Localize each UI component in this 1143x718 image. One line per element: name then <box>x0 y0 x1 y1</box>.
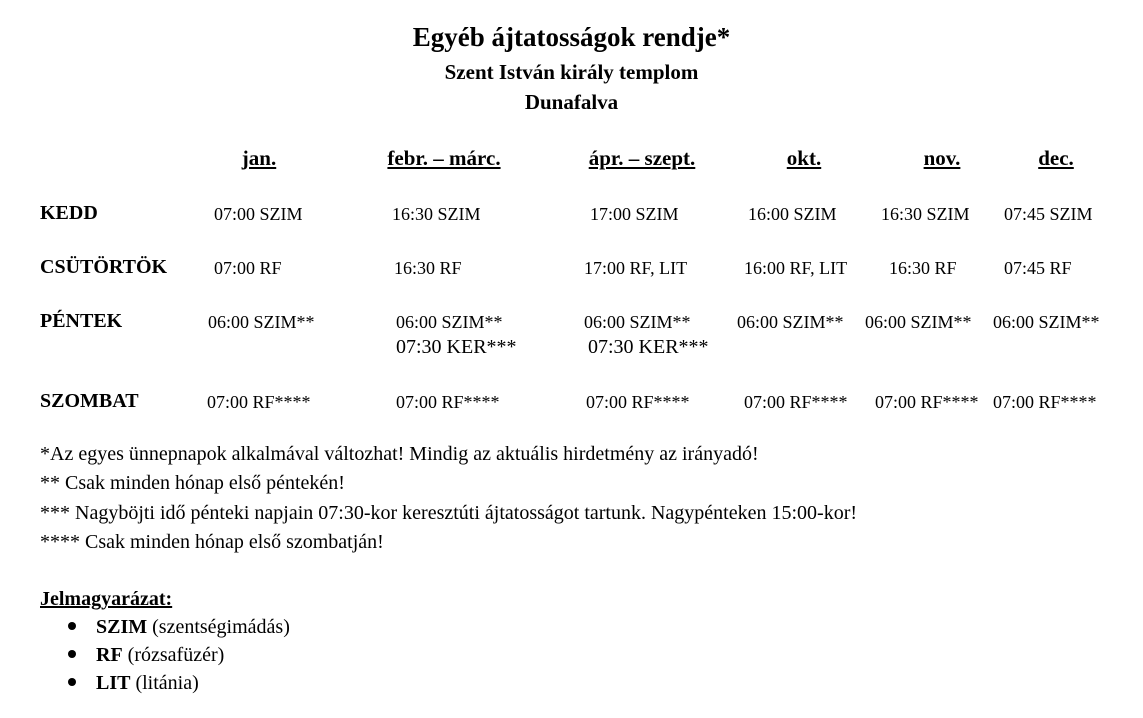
legend-desc: (szentségimádás) <box>152 616 290 638</box>
schedule-cell: 07:00 RF**** <box>744 392 848 412</box>
schedule-cell: 07:00 RF**** <box>993 392 1097 412</box>
schedule-cell: 16:00 RF, LIT <box>744 258 848 278</box>
legend-item <box>68 616 290 639</box>
schedule-cell: 16:30 SZIM <box>881 204 970 224</box>
schedule-cell: 07:45 SZIM <box>1004 204 1093 224</box>
column-header-dec: dec. <box>1038 146 1074 170</box>
schedule-cell: 07:00 RF**** <box>396 392 500 412</box>
schedule-cell: 16:30 SZIM <box>392 204 481 224</box>
schedule-cell: 07:00 RF**** <box>586 392 690 412</box>
church-name: Szent István király templom <box>444 60 699 84</box>
schedule-cell: 06:00 SZIM** <box>737 312 844 332</box>
legend-desc: (rózsafüzér) <box>127 644 225 666</box>
schedule-cell: 07:00 RF**** <box>207 392 311 412</box>
schedule-cell: 07:45 RF <box>1004 258 1072 278</box>
column-header-nov: nov. <box>923 146 961 170</box>
legend-abbr: SZIM <box>96 616 148 638</box>
schedule-cell: 06:00 SZIM** <box>865 312 972 332</box>
bullet-icon <box>68 650 76 658</box>
row-label-tuesday: KEDD <box>40 202 98 224</box>
footnote: **** Csak minden hónap első szombatján! <box>40 531 384 553</box>
page-title: Egyéb ájtatosságok rendje* <box>412 22 731 52</box>
footnote: *Az egyes ünnepnapok alkalmával változhat! Mindig az aktuális hirdetmény az irányadó! <box>40 443 759 465</box>
schedule-cell: 07:00 RF**** <box>875 392 979 412</box>
footnote: ** Csak minden hónap első péntekén! <box>40 472 345 494</box>
column-header-feb-mar: febr. – márc. <box>387 146 501 170</box>
schedule-cell: 06:00 SZIM** <box>396 312 503 332</box>
schedule-cell: 06:00 SZIM** <box>584 312 691 332</box>
schedule-cell-extra: 07:30 KER*** <box>588 336 709 358</box>
place-name: Dunafalva <box>524 90 619 114</box>
legend-desc: (litánia) <box>135 672 199 694</box>
schedule-cell: 06:00 SZIM** <box>208 312 315 332</box>
schedule-cell: 17:00 SZIM <box>590 204 679 224</box>
legend-item <box>68 672 199 695</box>
schedule-cell-extra: 07:30 KER*** <box>396 336 517 358</box>
schedule-cell: 07:00 SZIM <box>214 204 303 224</box>
bullet-icon <box>68 622 76 630</box>
schedule-cell: 16:00 SZIM <box>748 204 837 224</box>
schedule-cell: 17:00 RF, LIT <box>584 258 688 278</box>
legend-abbr: RF <box>96 644 123 666</box>
schedule-cell: 16:30 RF <box>394 258 462 278</box>
footnote: *** Nagyböjti idő pénteki napjain 07:30-kor keresztúti ájtatosságot tartunk. Nagypénteken 15:00-kor! <box>40 502 858 524</box>
row-label-saturday: SZOMBAT <box>40 390 139 412</box>
column-header-jan: jan. <box>241 146 277 170</box>
bullet-icon <box>68 678 76 686</box>
schedule-cell: 16:30 RF <box>889 258 957 278</box>
column-header-apr-sep: ápr. – szept. <box>588 146 696 170</box>
legend-title: Jelmagyarázat: <box>40 588 173 610</box>
row-label-friday: PÉNTEK <box>40 310 123 332</box>
schedule-cell: 06:00 SZIM** <box>993 312 1100 332</box>
legend-item <box>68 644 224 667</box>
column-header-oct: okt. <box>786 146 822 170</box>
schedule-cell: 07:00 RF <box>214 258 282 278</box>
legend-abbr: LIT <box>96 672 131 694</box>
row-label-thursday: CSÜTÖRTÖK <box>40 256 168 278</box>
